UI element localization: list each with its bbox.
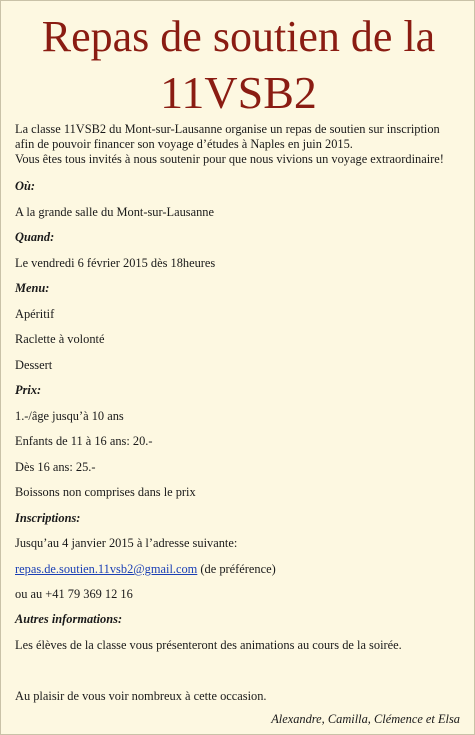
registration-heading: Inscriptions: bbox=[15, 511, 81, 525]
price-item: Enfants de 11 à 16 ans: 20.- bbox=[15, 434, 153, 448]
when-heading: Quand: bbox=[15, 230, 55, 244]
registration-email-line bbox=[15, 562, 276, 577]
title-line-1: Repas de soutien de la bbox=[41, 12, 436, 61]
price-item: Dès 16 ans: 25.- bbox=[15, 460, 96, 474]
intro-line-1: La classe 11VSB2 du Mont-sur-Lausanne organise un repas de soutien sur inscription bbox=[15, 122, 440, 136]
menu-item: Dessert bbox=[15, 358, 53, 372]
price-item: Boissons non comprises dans le prix bbox=[15, 485, 196, 499]
email-note: (de préférence) bbox=[197, 562, 276, 576]
registration-phone: ou au +41 79 369 12 16 bbox=[15, 587, 133, 601]
other-info-text: Les élèves de la classe vous présenteront des animations au cours de la soirée. bbox=[15, 638, 402, 652]
where-text: A la grande salle du Mont-sur-Lausanne bbox=[15, 205, 214, 219]
closing-text: Au plaisir de vous voir nombreux à cette occasion. bbox=[15, 689, 267, 703]
other-info-heading: Autres informations: bbox=[15, 612, 123, 626]
when-text: Le vendredi 6 février 2015 dès 18heures bbox=[15, 256, 216, 270]
intro-line-2: afin de pouvoir financer son voyage d’études à Naples en juin 2015. bbox=[15, 137, 353, 151]
menu-item: Apéritif bbox=[15, 307, 55, 321]
intro-paragraph bbox=[15, 122, 465, 167]
registration-deadline: Jusqu’au 4 janvier 2015 à l’adresse suivante: bbox=[15, 536, 238, 550]
title-line-2: 11VSB2 bbox=[160, 67, 317, 118]
price-item: 1.-/âge jusqu’à 10 ans bbox=[15, 409, 124, 423]
where-heading: Où: bbox=[15, 179, 35, 193]
menu-item: Raclette à volonté bbox=[15, 332, 105, 346]
menu-heading: Menu: bbox=[15, 281, 50, 295]
email-link[interactable]: repas.de.soutien.11vsb2@gmail.com bbox=[15, 562, 198, 576]
signature: Alexandre, Camilla, Clémence et Elsa bbox=[271, 712, 460, 726]
intro-line-3: Vous êtes tous invités à nous soutenir pour que nous vivions un voyage extraordinaire! bbox=[15, 152, 444, 166]
price-heading: Prix: bbox=[15, 383, 42, 397]
